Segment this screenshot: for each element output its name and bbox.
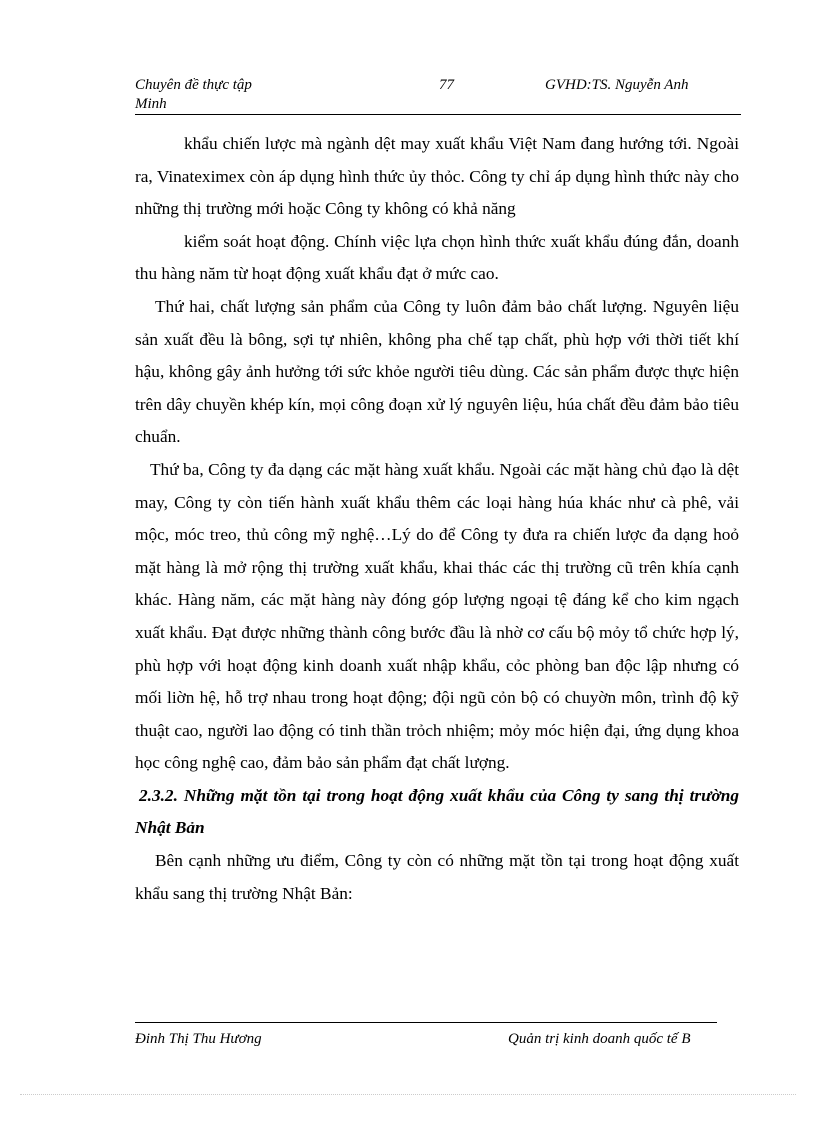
header-left — [135, 76, 335, 114]
page-header — [135, 76, 741, 115]
paragraph-2: kiểm soát hoạt động. Chính việc lựa chọn hình thức xuất khẩu đúng đắn, doanh thu hàng năm từ hoạt động xuất khẩu đạt ở mức cao. — [135, 231, 739, 284]
footer-author: Đinh Thị Thu Hương — [135, 1031, 262, 1047]
paragraph-4: Thứ ba, Công ty đa dạng các mặt hàng xuất khẩu. Ngoài các mặt hàng chủ đạo là dệt may, Công ty còn tiến hành xuất khẩu thêm các loại hàng húa khác như cà phê, vải mộc, móc treo, thủ công mỹ nghệ…Lý do để Công ty đưa ra chiến lược đa dạng hoỏ mặt hàng là mở rộng thị trường xuất khẩu, khai thác các thị trường cũ trên khía cạnh khác. Hàng năm, các mặt hàng này đóng góp lượng ngoại tệ đáng kể cho kim ngạch xuất khẩu. Đạt được những thành công bước đầu là nhờ cơ cấu bộ mỏy tổ chức hợp lý, phù hợp với hoạt động kinh doanh xuất nhập khẩu, cỏc phòng ban độc lập nhưng có mối liờn hệ, hỗ trợ nhau trong hoạt động; đội ngũ cỏn bộ có chuyờn môn, trình độ kỹ thuật cao, người lao động có tinh thần trỏch nhiệm; mỏy móc hiện đại, ứng dụng khoa học công nghệ cao, đảm bảo sản phẩm đạt chất lượng. — [135, 459, 739, 773]
header-right: GVHD:TS. Nguyễn Anh — [545, 77, 689, 93]
page-number: 77 — [439, 77, 454, 93]
page-body — [135, 128, 739, 910]
page-edge-divider — [20, 1094, 796, 1095]
paragraph-1: khẩu chiến lược mà ngành dệt may xuất khẩu Việt Nam đang hướng tới. Ngoài ra, Vinateximex còn áp dụng hình thức ủy thỏc. Công ty chỉ áp dụng hình thức này cho những thị trường mới hoặc Công ty không có khả năng — [135, 134, 739, 219]
footer-course: Quản trị kinh doanh quốc tế B — [508, 1031, 691, 1047]
header-left-line1: Chuyên đề thực tập — [135, 77, 252, 93]
page-footer — [135, 1022, 717, 1047]
header-left-line2: Minh — [135, 96, 167, 112]
section-heading: 2.3.2. Những mặt tồn tại trong hoạt động xuất khẩu của Công ty sang thị trường Nhật Bản — [135, 785, 739, 838]
paragraph-3: Thứ hai, chất lượng sản phẩm của Công ty luôn đảm bảo chất lượng. Nguyên liệu sản xuất đều là bông, sợi tự nhiên, không pha chế tạp chất, phù hợp với thời tiết khí hậu, không gây ảnh hưởng tới sức khỏe người tiêu dùng. Các sản phẩm được thực hiện trên dây chuyền khép kín, mọi công đoạn xử lý nguyên liệu, húa chất đều đảm bảo tiêu chuẩn. — [135, 296, 739, 447]
paragraph-5: Bên cạnh những ưu điểm, Công ty còn có những mặt tồn tại trong hoạt động xuất khẩu sang thị trường Nhật Bản: — [135, 851, 739, 903]
